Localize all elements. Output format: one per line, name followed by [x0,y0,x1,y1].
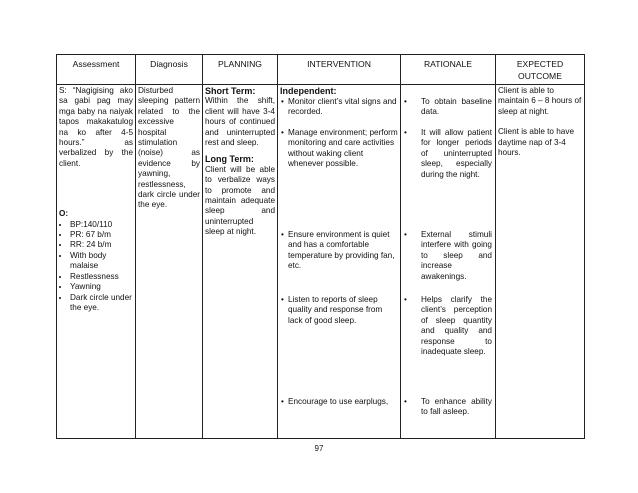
care-plan-table [56,54,585,439]
diagnosis-text: Disturbed sleeping pattern related to the excessive hospital stimulation (noise) as evidence by yawning, restlessness, dark circle under the eye. [138,86,200,210]
list-item: • External stimuli interfere with going to sleep and increase awakenings. [404,230,492,281]
header-planning: PLANNING [203,55,278,85]
list-item: • RR: 24 b/m [70,240,133,250]
header-rationale: RATIONALE [401,55,496,85]
list-item: • Restlessness [70,272,133,282]
list-item: • It will allow patient for longer periods of uninterrupted sleep, especially during the night. [404,128,492,179]
planning-cell [203,85,278,439]
list-item: • Encourage to use earplugs, [281,397,389,406]
list-item: • PR: 67 b/m [70,230,133,240]
header-diagnosis: Diagnosis [136,55,203,85]
expected-outcome-cell [496,85,585,439]
list-item: • BP:140/110 [70,220,133,230]
subjective-data: S: “Nagigising ako sa gabi pag may mga baby na naiyak tapos makakatulog na ko after 4-5 hours.” as verbalized by the client. [59,86,133,168]
list-item: • Manage environment; perform monitoring and care activities without waking client whenever possible. [281,128,398,169]
header-expected-outcome: EXPECTED OUTCOME [496,55,585,85]
outcome-paragraph-1: Client is able to maintain 6 – 8 hours of sleep at night. [498,86,582,116]
intervention-cell [278,85,401,439]
list-item: • Helps clarify the client’s perception of sleep quantity and quality and response to inadequate sleep. [404,295,492,357]
objective-label: O: [59,209,69,219]
list-item: • Listen to reports of sleep quality and response from lack of good sleep. [281,295,383,325]
short-term-label: Short Term: [205,86,256,96]
long-term-label: Long Term: [205,154,254,165]
list-item: • Ensure environment is quiet and has a comfortable temperature by providing fan, etc. [281,230,395,271]
rationale-cell [401,85,496,439]
page-number: 97 [314,444,324,453]
objective-list [59,220,133,314]
header-assessment: Assessment [57,55,136,85]
list-item: • Yawning [70,282,133,292]
header-row [57,55,585,85]
list-item: • Monitor client’s vital signs and recorded. [281,97,397,117]
diagnosis-cell [136,85,203,439]
list-item: • To obtain baseline data. [404,97,492,117]
long-term-text: Client will be able to verbalize ways to promote and maintain adequate sleep and uninterrupted sleep at night. [205,164,275,237]
header-intervention: INTERVENTION [278,55,401,85]
list-item: • To enhance ability to fall asleep. [404,397,492,417]
list-item: • With body malaise [70,251,133,272]
list-item: • Dark circle under the eye. [70,293,133,314]
short-term-text: Within the shift, client will have 3-4 hours of continued and uninterrupted rest and sleep. [205,96,275,148]
table-row [57,85,585,439]
assessment-cell [57,85,136,439]
independent-label: Independent: [280,86,337,96]
outcome-paragraph-2: Client is able to have daytime nap of 3-4 hours. [498,127,575,158]
